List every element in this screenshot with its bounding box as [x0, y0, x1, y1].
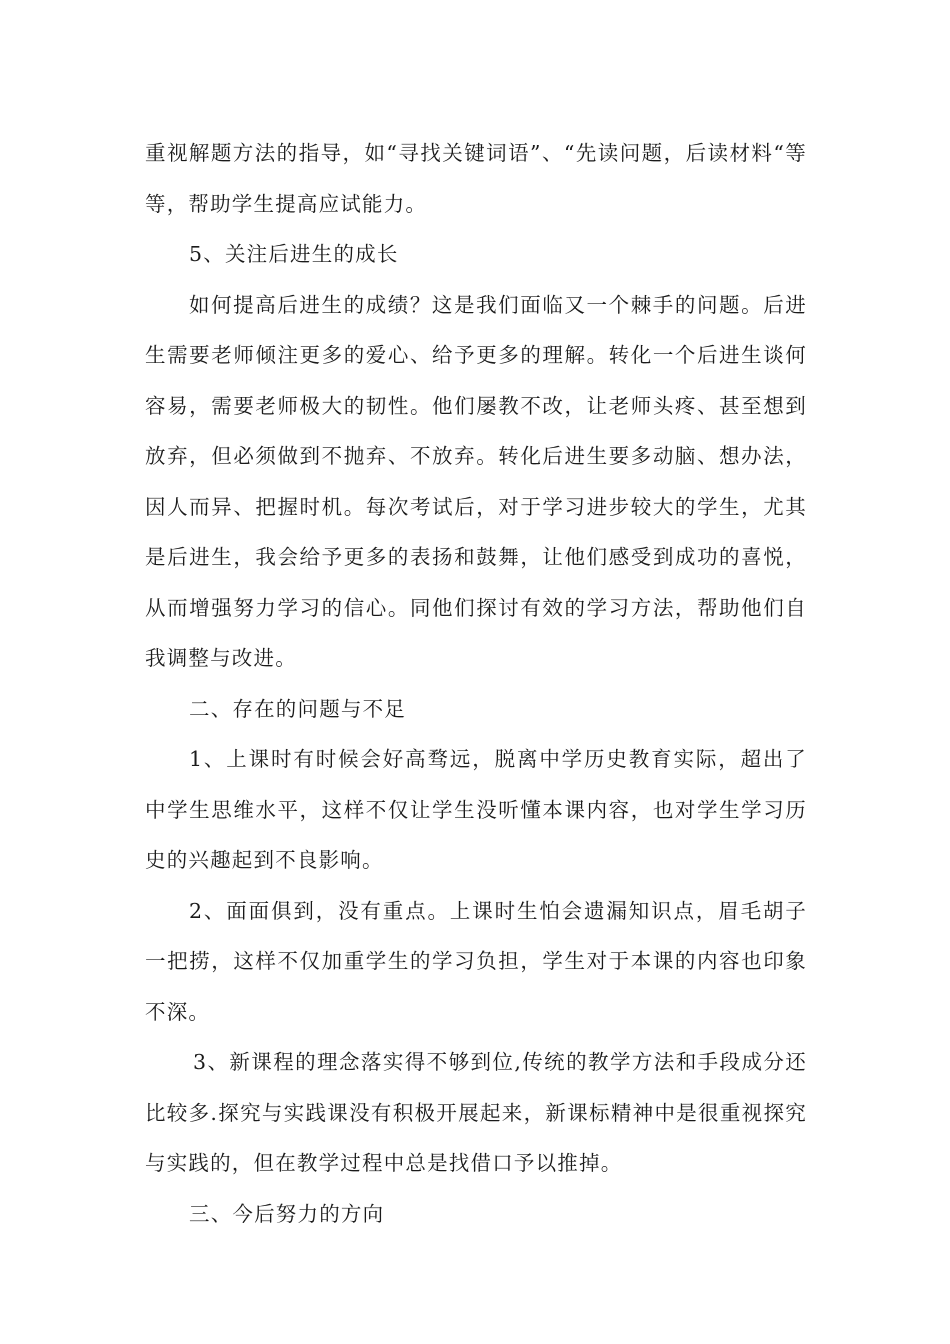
- paragraph-problem-2: 2、面面俱到，没有重点。上课时生怕会遗漏知识点，眉毛胡子一把捞，这样不仅加重学生的学习负担，学生对于本课的内容也印象不深。: [145, 898, 807, 1024]
- paragraph-problem-1: 1、上课时有时候会好高骛远，脱离中学历史教育实际，超出了中学生思维水平，这样不仅让学生没听懂本课内容，也对学生学习历史的兴趣起到不良影响。: [145, 747, 807, 872]
- heading-problems-shortcomings: 二、存在的问题与不足: [189, 696, 406, 721]
- paragraph-struggling-students: 如何提高后进生的成绩？这是我们面临又一个棘手的问题。后进生需要老师倾注更多的爱心、给予更多的理解。转化一个后进生谈何容易，需要老师极大的韧性。他们屡教不改，让老师头疼、甚至想到放弃，但必须做到不抛弃、不放弃。转化后进生要多动脑、想办法，因人而异、把握时机。每次考试后，对于学习进步较大的学生，尤其是后进生，我会给予更多的表扬和鼓舞，让他们感受到成功的喜悦，从而增强努力学习的信心。同他们探讨有效的学习方法，帮助他们自我调整与改进。: [145, 292, 807, 670]
- paragraph-answer-methods: 重视解题方法的指导，如“寻找关键词语”、“先读问题，后读材料“等等，帮助学生提高应试能力。: [145, 141, 807, 216]
- document-body: [145, 128, 807, 1239]
- paragraph-problem-3: 3、新课程的理念落实得不够到位,传统的教学方法和手段成分还比较多.探究与实践课没有积极开展起来，新课标精神中是很重视探究与实践的，但在教学过程中总是找借口予以推掉。: [145, 1050, 807, 1175]
- heading-focus-struggling-students: 5、关注后进生的成长: [189, 242, 399, 266]
- heading-future-direction: 三、今后努力的方向: [189, 1201, 385, 1226]
